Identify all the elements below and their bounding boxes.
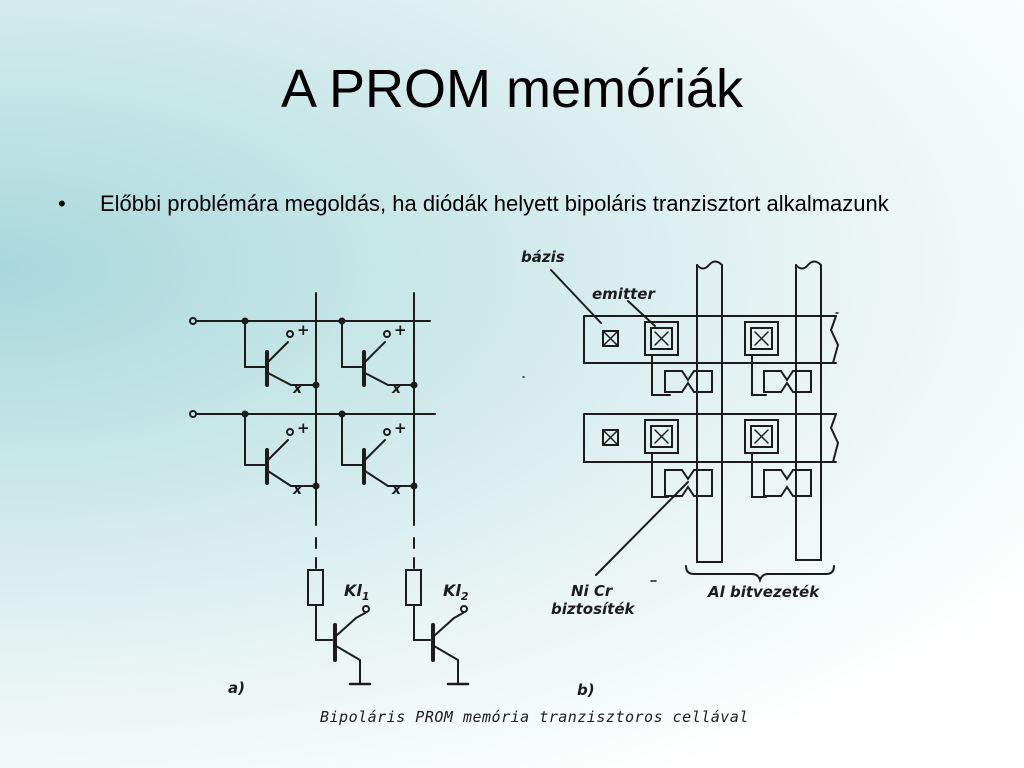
resistor-1: [308, 570, 323, 605]
emitter-label: emitter: [592, 285, 655, 303]
resistor-2: [406, 570, 421, 605]
schematic-a: [190, 293, 468, 684]
cross-r2c2: x: [392, 482, 402, 498]
label-b: b): [577, 681, 595, 699]
plus-r2c2: +: [394, 419, 407, 437]
kl1-label: $Kl_1$: [344, 581, 370, 603]
layout-b: [523, 262, 838, 582]
fuse-label: biztosíték: [551, 600, 635, 618]
slide-title: A PROM memóriák: [280, 59, 744, 119]
output-transistor-1: [335, 606, 370, 684]
bullet-text: Előbbi problémára megoldás, ha diódák helyett bipoláris tranzisztort alkalmazunk: [100, 191, 889, 216]
figure-caption: Bipoláris PROM memória tranzisztoros cellával: [320, 708, 749, 726]
label-a: a): [228, 679, 245, 697]
kl2-label: $Kl_2$: [443, 581, 469, 603]
plus-r1c1: +: [297, 321, 310, 339]
output-transistor-2: [433, 606, 468, 684]
bullet-dot: •: [58, 191, 66, 216]
bazis-label: bázis: [521, 248, 565, 266]
cross-r1c1: x: [293, 381, 303, 397]
cross-r1c2: x: [392, 381, 402, 397]
nicr-label: Ni Cr: [571, 582, 613, 600]
cross-r2c1: x: [293, 482, 303, 498]
al-bitline-label: Al bitvezeték: [708, 583, 820, 601]
plus-r2c1: +: [297, 419, 310, 437]
plus-r1c2: +: [394, 321, 407, 339]
